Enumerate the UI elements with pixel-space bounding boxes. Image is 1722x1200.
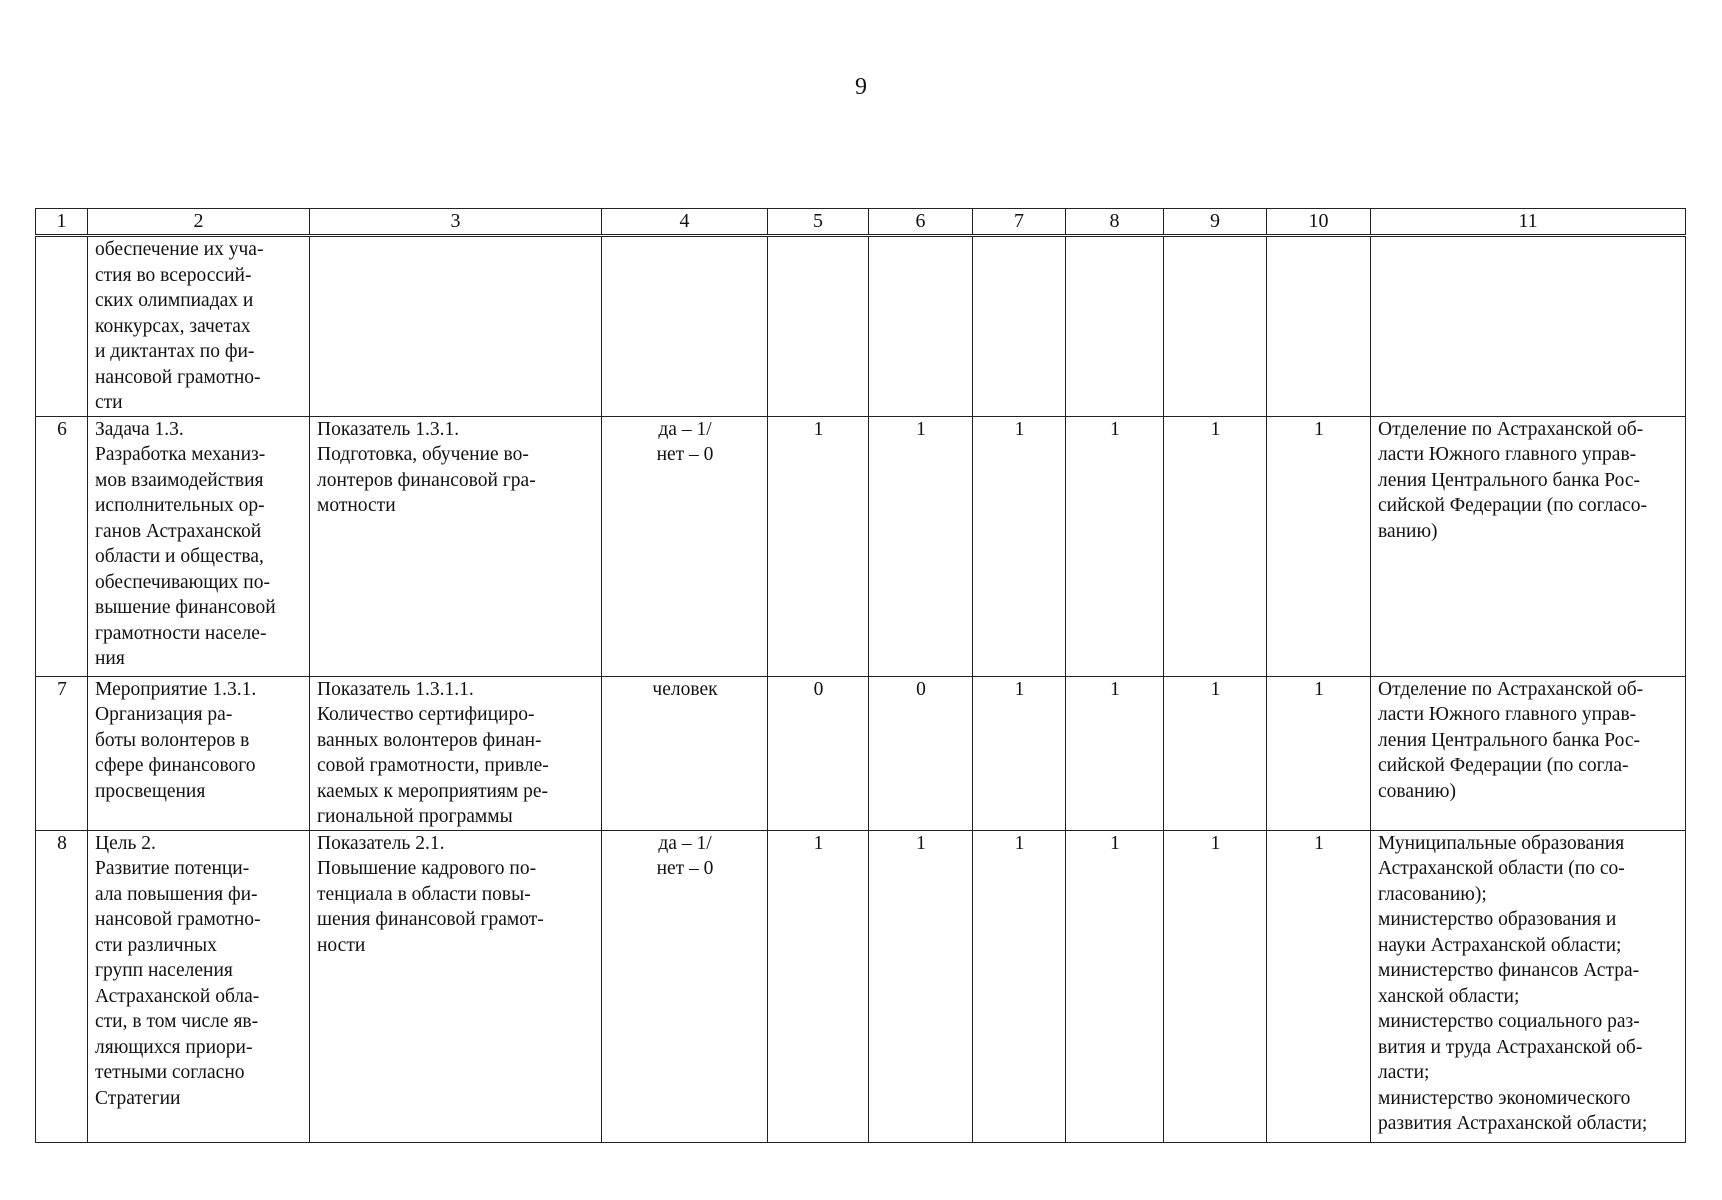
cell-line: да – 1/ [658,418,712,440]
value-cell: 1 [768,416,869,676]
cell-line: Показатель 1.3.1.1. [317,678,474,700]
value-cell: 1 [1267,830,1371,1142]
cell-line: ласти Южного главного управ- [1378,444,1637,465]
value-cell: 1 [1164,676,1267,830]
cell-line: вышение финансовой [95,597,276,618]
column-header: 7 [973,209,1066,236]
cell-line: нет – 0 [656,858,714,879]
cell-line: ала повышения фи- [95,883,258,905]
cell-line: ласти; [1378,1062,1430,1083]
value-cell: 1 [973,830,1066,1142]
value-cell: 1 [973,416,1066,676]
cell-line: науки Астраханской области; [1378,934,1622,956]
cell-line: Стратегии [95,1087,181,1109]
cell-line: лонтеров финансовой гра- [317,469,536,491]
unit-cell [602,236,768,417]
value-cell: 1 [1164,416,1267,676]
cell-line: ганов Астраханской [95,520,262,542]
cell-line: Организация ра- [95,704,233,725]
responsible-cell [1371,236,1686,417]
cell-line: министерство финансов Астра- [1378,960,1640,981]
cell-line: области и общества, [95,546,264,567]
value-cell: 1 [1267,416,1371,676]
column-header: 6 [869,209,973,236]
cell-line: тенциала в области повы- [317,883,531,905]
indicator-cell [310,676,602,830]
cell-line: Показатель 2.1. [317,832,445,854]
cell-line: Отделение по Астраханской об- [1378,418,1644,440]
value-cell [1267,236,1371,417]
cell-line: ванию) [1378,520,1438,542]
column-number-row [36,209,1686,236]
cell-line: ханской области; [1378,985,1520,1007]
page-number: 9 [855,74,867,100]
indicator-cell [310,830,602,1142]
column-header: 11 [1371,209,1686,236]
column-header: 9 [1164,209,1267,236]
value-cell: 1 [869,416,973,676]
cell-line: ния [95,648,125,669]
cell-line: Муниципальные образования [1378,832,1625,854]
responsible-cell [1371,830,1686,1142]
cell-line: обеспечение их уча- [95,239,264,260]
cell-line: нет – 0 [656,444,714,465]
cell-line: ляющихся приори- [95,1036,253,1058]
column-header: 1 [36,209,88,236]
cell-line: министерство социального раз- [1378,1011,1640,1032]
cell-line: Развитие потенци- [95,858,250,879]
cell-line: Задача 1.3. [95,418,184,440]
cell-line: да – 1/ [658,832,712,854]
cell-line: человек [652,678,718,700]
table-row [36,676,1686,830]
cell-line: Подготовка, обучение во- [317,444,529,465]
responsible-cell [1371,676,1686,830]
unit-cell [602,416,768,676]
value-cell: 1 [973,676,1066,830]
responsible-cell [1371,416,1686,676]
cell-line: ласти Южного главного управ- [1378,704,1637,725]
value-cell: 1 [1267,676,1371,830]
cell-line: совой грамотности, привле- [317,755,549,776]
table-row [36,416,1686,676]
cell-line: сфере финансового [95,755,256,776]
cell-line: сти различных [95,934,217,956]
cell-line: Отделение по Астраханской об- [1378,678,1644,700]
cell-line: грамотности населе- [95,622,267,644]
value-cell: 0 [869,676,973,830]
cell-line: конкурсах, зачетах [95,315,251,337]
cell-line: Астраханской обла- [95,985,260,1007]
cell-line: гиональной программы [317,806,513,827]
cell-line: вития и труда Астраханской об- [1378,1036,1643,1058]
cell-line: мотности [317,495,396,516]
cell-line: каемых к мероприятиям ре- [317,780,549,802]
value-cell [869,236,973,417]
value-cell: 1 [1066,676,1164,830]
value-cell: 1 [1066,830,1164,1142]
unit-cell [602,676,768,830]
table-row [36,830,1686,1142]
cell-line: Показатель 1.3.1. [317,418,460,440]
cell-line: тетными согласно [95,1062,245,1083]
value-cell [768,236,869,417]
value-cell [1066,236,1164,417]
column-header: 2 [88,209,310,236]
unit-cell [602,830,768,1142]
column-header: 3 [310,209,602,236]
cell-line: сти, в том числе яв- [95,1011,259,1032]
cell-line: мов взаимодействия [95,469,264,491]
cell-line: Астраханской области (по со- [1378,858,1625,879]
table-row [36,236,1686,417]
cell-line: просвещения [95,780,206,802]
value-cell: 1 [768,830,869,1142]
column-header: 4 [602,209,768,236]
value-cell: 1 [869,830,973,1142]
cell-line: ских олимпиадах и [95,290,254,311]
row-number-cell: 7 [36,676,88,830]
indicators-table [35,208,1686,1143]
cell-line: стия во всероссий- [95,264,252,286]
value-cell [1164,236,1267,417]
column-header: 10 [1267,209,1371,236]
value-cell [973,236,1066,417]
column-header: 8 [1066,209,1164,236]
cell-line: боты волонтеров в [95,729,250,751]
cell-line: и диктантах по фи- [95,341,255,362]
cell-line: развития Астраханской области; [1378,1113,1648,1134]
cell-line: Мероприятие 1.3.1. [95,678,257,700]
cell-line: обеспечивающих по- [95,571,270,593]
column-header: 5 [768,209,869,236]
cell-line: сийской Федерации (по согласо- [1378,495,1647,516]
indicator-cell [310,236,602,417]
cell-line: шения финансовой грамот- [317,909,544,930]
value-cell: 1 [1066,416,1164,676]
cell-line: нансовой грамотно- [95,366,261,388]
row-number-cell: 6 [36,416,88,676]
goal-cell [88,416,310,676]
cell-line: Цель 2. [95,832,156,854]
cell-line: министерство образования и [1378,909,1617,930]
cell-line: исполнительных ор- [95,495,265,516]
cell-line: Повышение кадрового по- [317,858,537,879]
indicator-cell [310,416,602,676]
cell-line: сованию) [1378,780,1456,802]
cell-line: Разработка механиз- [95,444,266,465]
cell-line: ванных волонтеров финан- [317,729,542,751]
row-number-cell [36,236,88,417]
cell-line: сти [95,392,123,413]
value-cell: 0 [768,676,869,830]
cell-line: гласованию); [1378,883,1487,905]
cell-line: ности [317,934,366,956]
cell-line: нансовой грамотно- [95,909,261,930]
goal-cell [88,236,310,417]
goal-cell [88,676,310,830]
cell-line: групп населения [95,960,233,981]
value-cell: 1 [1164,830,1267,1142]
cell-line: сийской Федерации (по согла- [1378,755,1629,776]
row-number-cell: 8 [36,830,88,1142]
cell-line: ления Центрального банка Рос- [1378,729,1641,751]
cell-line: Количество сертифициро- [317,704,535,725]
cell-line: ления Центрального банка Рос- [1378,469,1641,491]
cell-line: министерство экономического [1378,1087,1631,1109]
goal-cell [88,830,310,1142]
